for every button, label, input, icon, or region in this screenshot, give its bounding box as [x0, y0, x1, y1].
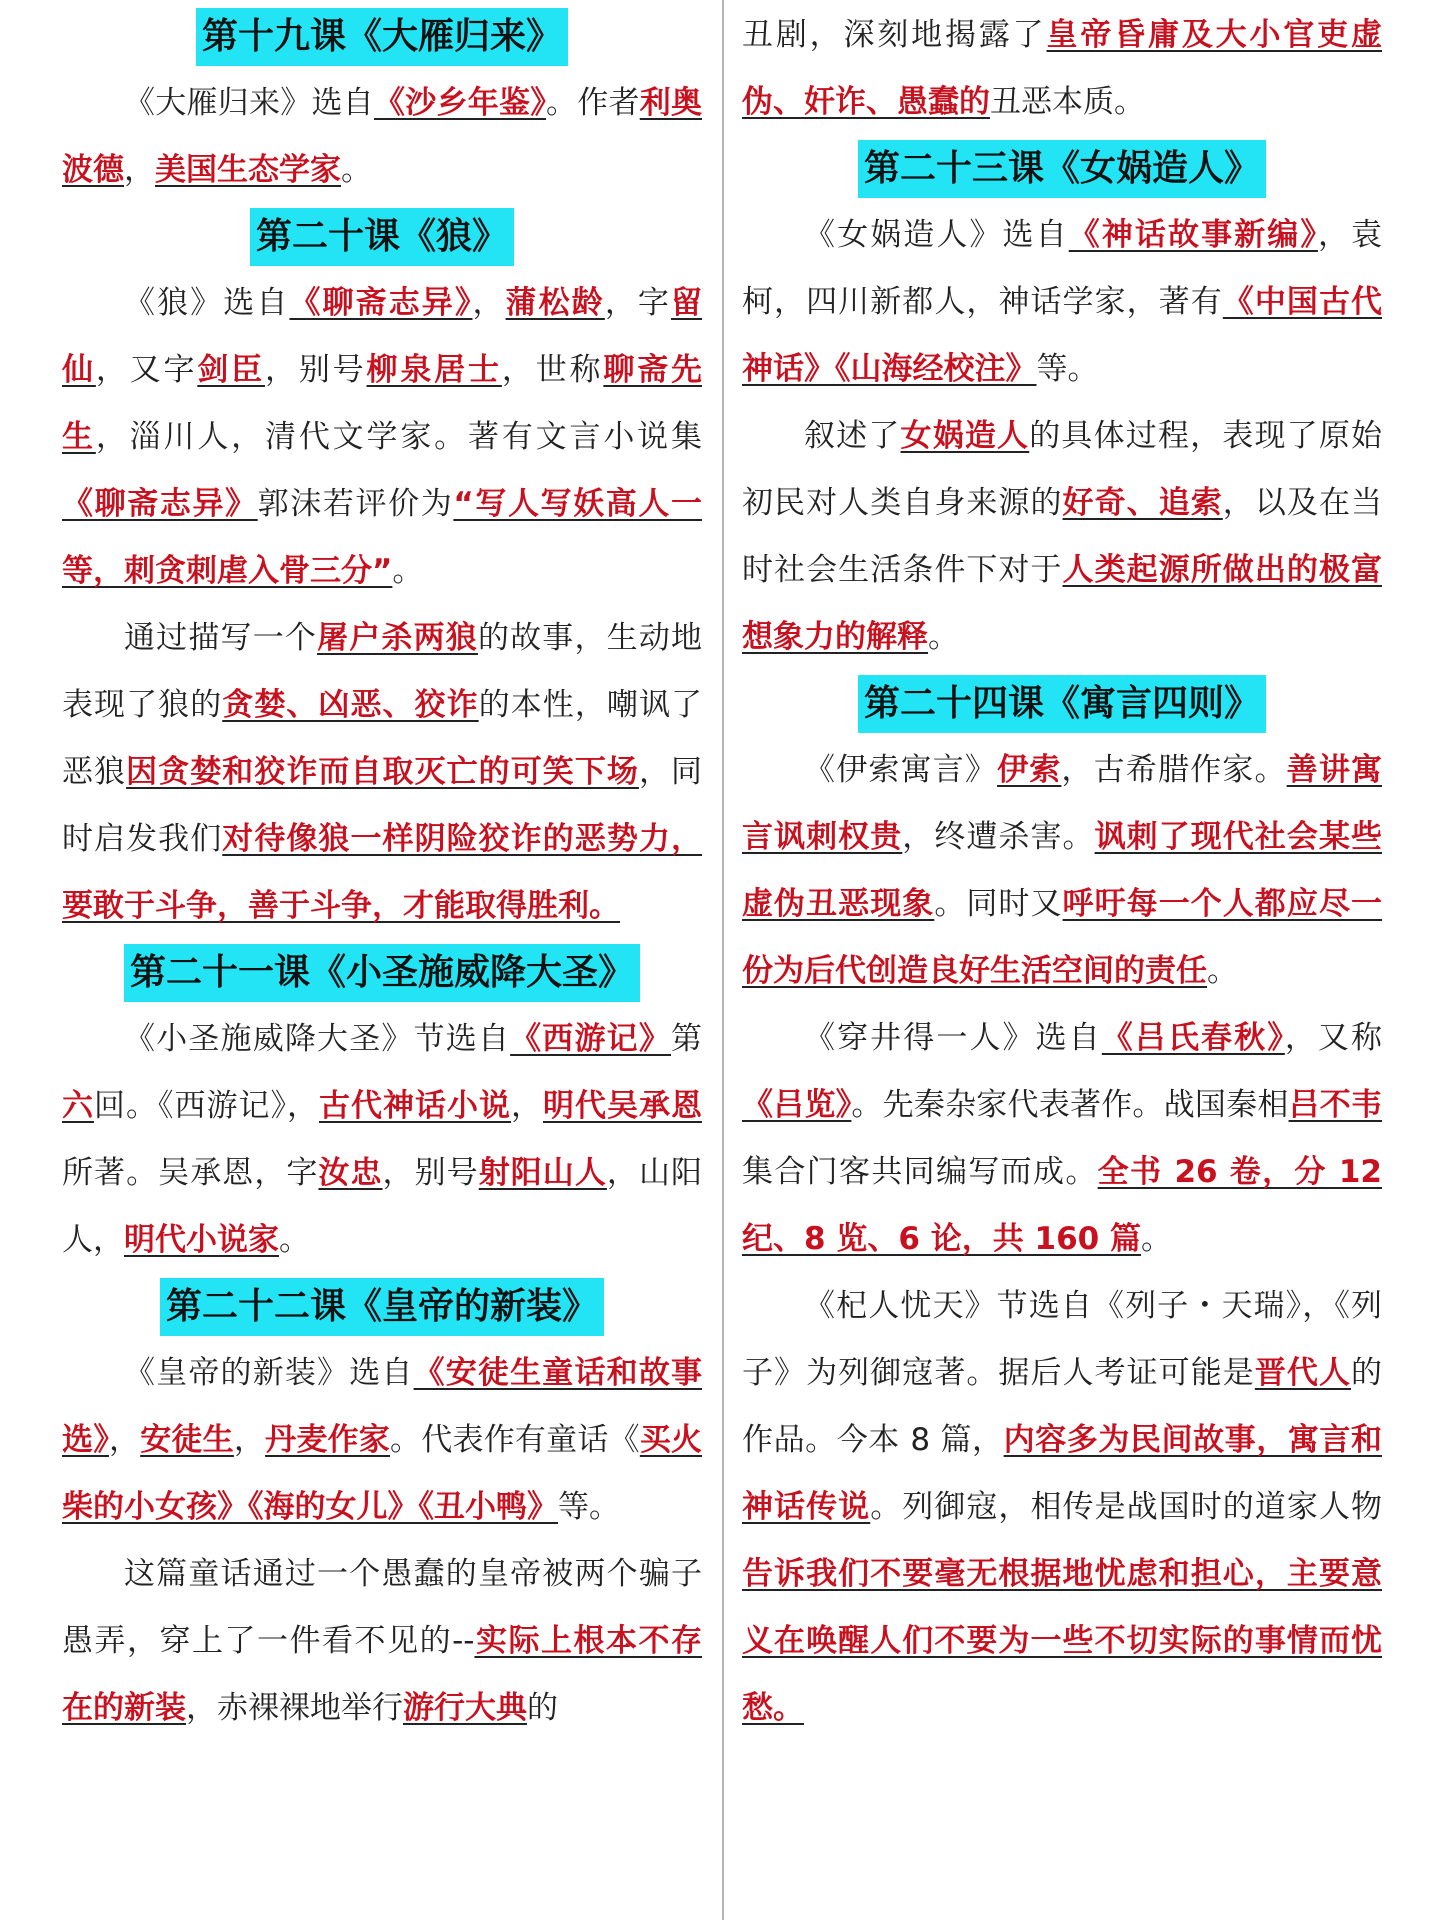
highlighted-text: 蒲松龄 [505, 285, 605, 321]
highlighted-text: 对待像狼一样阴险狡诈的恶势力，要敢于斗争，善于斗争，才能取得胜利。 [62, 821, 703, 924]
body-text: ，又字 [95, 352, 198, 388]
highlighted-text: 《中国古代神话》《山海经校注》 [742, 284, 1383, 387]
paragraph [742, 403, 1382, 671]
highlighted-text: 贪婪、凶恶、狡诈 [222, 687, 479, 723]
highlighted-text: 好奇、追索 [1062, 485, 1223, 521]
body-text: 。 [1207, 953, 1238, 989]
highlighted-text: 善讲寓言讽刺权贵 [742, 752, 1383, 855]
body-text: 。作者 [546, 85, 640, 121]
paragraph [742, 202, 1382, 403]
highlighted-text: 《吕览》 [742, 1087, 852, 1123]
body-text: 的 [527, 1690, 558, 1726]
body-text: 的作品。今本 8 篇， [742, 1355, 1383, 1458]
body-text: 《小圣施威降大圣》节选自 [124, 1021, 511, 1057]
highlighted-text: 明代吴承恩 [543, 1088, 702, 1124]
paragraph [742, 1273, 1382, 1742]
lesson-heading-text: 第二十四课《寓言四则》 [858, 675, 1266, 733]
highlighted-text: 呼吁每一个人都应尽一份为后代创造良好生活空间的责任 [742, 886, 1383, 989]
highlighted-text: 内容多为民间故事，寓言和神话传说 [742, 1422, 1382, 1525]
highlighted-text: 全书 26 卷，分 12 纪、8 览、6 论，共 160 篇 [742, 1154, 1382, 1257]
highlighted-text: 六 [62, 1088, 94, 1124]
highlighted-text: 留仙 [62, 285, 703, 388]
body-text: ，世称 [501, 352, 604, 388]
column-divider [722, 0, 724, 1920]
highlighted-text: 汝忠 [318, 1155, 383, 1191]
body-text: 等。 [558, 1489, 620, 1525]
paragraph [62, 605, 702, 940]
body-text: 的故事，生动地表现了狼的 [62, 620, 703, 723]
body-text: 。 [1141, 1221, 1173, 1257]
lesson-heading-text: 第二十三课《女娲造人》 [858, 140, 1266, 198]
paragraph [742, 1005, 1382, 1273]
body-text: 这篇童话通过一个愚蠢的皇帝被两个骗子愚弄，穿上了一件看不见的-- [62, 1556, 702, 1659]
lesson-heading-text: 第二十一课《小圣施威降大圣》 [124, 944, 640, 1002]
body-text: 的具体过程，表现了原始初民对人类自身来源的 [742, 418, 1383, 521]
highlighted-text: 女娲造人 [900, 418, 1030, 454]
body-text: ，别号 [265, 352, 367, 388]
highlighted-text: 美国生态学家 [155, 152, 341, 188]
highlighted-text: 游行大典 [403, 1690, 527, 1726]
highlighted-text: 聊斋先生 [62, 352, 703, 455]
body-text: ，山阳人， [62, 1155, 703, 1258]
highlighted-text: 《聊斋志异》 [62, 486, 258, 522]
body-text: ，以及在当时社会生活条件下对于 [742, 485, 1383, 588]
body-text: ，古希腊作家。 [1061, 752, 1287, 788]
highlighted-text: 明代小说家 [124, 1222, 279, 1258]
body-text: ，赤裸裸地举行 [186, 1690, 403, 1726]
left-column [62, 4, 702, 1742]
lesson-heading [62, 4, 702, 70]
highlighted-text: 丹麦作家 [265, 1422, 391, 1458]
body-text: 《狼》选自 [124, 285, 290, 321]
paragraph [742, 2, 1382, 136]
body-text: 《伊索寓言》 [804, 752, 998, 788]
lesson-heading [62, 1274, 702, 1340]
lesson-heading [742, 136, 1382, 202]
body-text: 。列御寇，相传是战国时的道家人物 [870, 1489, 1383, 1525]
highlighted-text: 《聊斋志异》 [289, 285, 473, 321]
body-text: ，字 [604, 285, 672, 321]
body-text: ，袁柯，四川新都人，神话学家，著有 [742, 217, 1383, 320]
body-text: 。 [392, 553, 424, 589]
body-text: 《穿井得一人》选自 [804, 1020, 1102, 1056]
body-text: 郭沫若评价为 [257, 486, 454, 522]
body-text: 叙述了 [804, 418, 901, 454]
body-text: ，同时启发我们 [62, 754, 703, 857]
body-text: ， [511, 1088, 543, 1124]
body-text: 丑剧，深刻地揭露了 [742, 17, 1047, 53]
highlighted-text: 吕不韦 [1288, 1087, 1383, 1123]
lesson-heading [742, 671, 1382, 737]
right-column [742, 2, 1382, 1742]
highlighted-text: 古代神话小说 [319, 1088, 511, 1124]
body-text: 《大雁归来》选自 [124, 85, 374, 121]
paragraph [62, 70, 702, 204]
highlighted-text: 屠户杀两狼 [317, 620, 478, 656]
lesson-heading-text: 第二十课《狼》 [250, 208, 514, 266]
highlighted-text: 买火柴的小女孩》《海的女儿》《丑小鸭》 [62, 1422, 703, 1525]
body-text: 丑恶本质。 [990, 84, 1145, 120]
highlighted-text: 射阳山人 [478, 1155, 607, 1191]
body-text: ， [108, 1422, 141, 1458]
highlighted-text: 《沙乡年鉴》 [374, 85, 546, 121]
body-text: 。先秦杂家代表著作。战国秦相 [851, 1087, 1289, 1123]
body-text: 的本性，嘲讽了恶狼 [62, 687, 703, 790]
highlighted-text: 伊索 [997, 752, 1062, 788]
highlighted-text: 《神话故事新编》 [1068, 217, 1318, 253]
body-text: 。 [341, 152, 372, 188]
lesson-heading [62, 940, 702, 1006]
highlighted-text: 剑臣 [197, 352, 266, 388]
highlighted-text: 人类起源所做出的极富想象力的解释 [742, 552, 1383, 655]
body-text: 回。《西游记》， [94, 1088, 319, 1124]
paragraph [62, 1340, 702, 1541]
highlighted-text: 告诉我们不要毫无根据地忧虑和担心，主要意义在唤醒人们不要为一些不切实际的事情而忧愁。 [742, 1556, 1382, 1726]
body-text: 《杞人忧天》节选自《列子・天瑞》，《列子》为列御寇著。据后人考证可能是 [742, 1288, 1382, 1391]
body-text: ， [233, 1422, 266, 1458]
body-text: 《皇帝的新装》选自 [124, 1355, 414, 1391]
body-text: ， [124, 152, 155, 188]
highlighted-text: 安徒生 [140, 1422, 234, 1458]
highlighted-text: 柳泉居士 [366, 352, 502, 388]
lesson-heading-text: 第十九课《大雁归来》 [196, 8, 568, 66]
paragraph [742, 737, 1382, 1005]
highlighted-text: 因贪婪和狡诈而自取灭亡的可笑下场 [126, 754, 639, 790]
body-text: ，别号 [382, 1155, 479, 1191]
body-text: 。 [928, 619, 959, 655]
highlighted-text: 利奥波德 [62, 85, 702, 188]
paragraph [62, 270, 702, 605]
body-text: ，又称 [1284, 1020, 1383, 1056]
paragraph [62, 1541, 702, 1742]
highlighted-text: 实际上根本不存在的新装 [62, 1623, 702, 1726]
body-text: 。 [279, 1222, 310, 1258]
highlighted-text: 讽刺了现代社会某些虚伪丑恶现象 [742, 819, 1383, 922]
highlighted-text: 皇帝昏庸及大小官吏虚伪、奸诈、愚蠢的 [742, 17, 1382, 120]
body-text: 通过描写一个 [124, 620, 318, 656]
body-text: 《女娲造人》选自 [804, 217, 1069, 253]
lesson-heading [62, 204, 702, 270]
body-text: 《 [608, 1422, 640, 1458]
body-text: ， [472, 285, 506, 321]
body-text: 等。 [1036, 351, 1099, 387]
highlighted-text: 《安徒生童话和故事选》 [62, 1355, 703, 1458]
body-text: ，淄川人，清代文学家。著有文言小说集 [95, 419, 703, 455]
highlighted-text: 《吕氏春秋》 [1101, 1020, 1285, 1056]
body-text: 所著。吴承恩，字 [62, 1155, 319, 1191]
paragraph [62, 1006, 702, 1274]
body-text: ，终遭杀害。 [902, 819, 1095, 855]
highlighted-text: 《西游记》 [510, 1021, 672, 1057]
body-text: 集合门客共同编写而成。 [742, 1154, 1098, 1190]
lesson-heading-text: 第二十二课《皇帝的新装》 [160, 1278, 604, 1336]
body-text: 。代表作有童话 [390, 1422, 609, 1458]
body-text: 。同时又 [934, 886, 1063, 922]
highlighted-text: “写人写妖高人一等，刺贪刺虐入骨三分” [62, 486, 703, 589]
highlighted-text: 晋代人 [1254, 1355, 1352, 1391]
body-text: 第 [671, 1021, 703, 1057]
